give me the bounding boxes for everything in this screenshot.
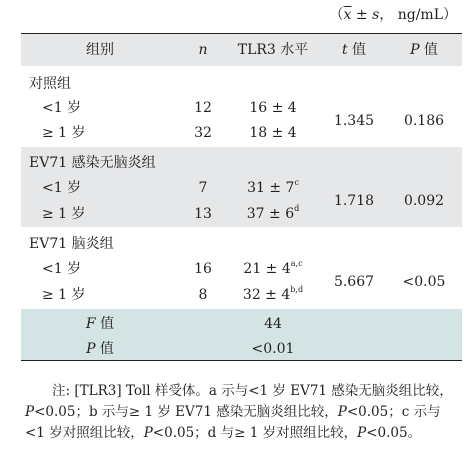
value-text: 21 ± 4 [243,261,291,277]
row-value [249,99,296,117]
row-n: 16 [194,261,212,277]
row-n: 12 [194,100,212,116]
row-value [243,260,302,278]
row-age: ≥ 1 岁 [42,287,86,303]
group-name-ev71-infection: EV71 感染无脑炎组 [29,155,156,171]
t-value: 1.345 [333,113,375,129]
f-value: 44 [264,316,282,332]
p-symbol: P [86,341,96,357]
note-text: <0.05；b 示与≥ 1 岁 EV71 感染无脑炎组比较， [34,404,338,420]
f-symbol: F [85,316,96,332]
header-t-value [342,41,366,59]
p-value: 0.186 [403,113,445,129]
p-value: <0.05 [402,274,446,290]
row-value [247,205,299,223]
t-symbol: t [341,42,348,58]
plus-minus: ± [351,7,373,23]
note-line-1: 注: [TLR3] Toll 样受体。a 示与<1 岁 EV71 感染无脑炎组比较， [52,383,453,399]
mean-symbol: $\overline{x}$ [343,7,352,23]
p-symbol: P [357,425,367,441]
p-word: 值 [419,42,438,58]
row-value [247,179,299,197]
p-value: 0.092 [403,193,445,209]
row-age: <1 岁 [42,261,82,277]
p-value-label [86,340,114,358]
p-word: 值 [95,341,114,357]
row-age: ≥ 1 岁 [42,206,86,222]
value-text: 37 ± 6 [246,206,295,222]
row-age: ≥ 1 岁 [42,125,86,141]
note-line-3 [25,423,465,444]
row-value [249,124,296,142]
note-text: <0.05。 [366,425,422,441]
value-text: 31 ± 7 [247,180,295,196]
value-sup: d [294,204,300,214]
note-text: <0.05；d 与≥ 1 岁对照组比较， [152,425,358,441]
unit-open: （ [329,7,344,23]
group-name-ev71-encephalitis: EV71 脑炎组 [29,236,114,252]
row-n: 7 [198,180,208,196]
header-n: n [198,42,208,58]
t-value: 5.667 [333,274,375,290]
row-value [243,286,303,304]
row-n: 32 [194,125,212,141]
header-p-value [410,41,438,59]
header-group: 组别 [86,42,114,58]
value-text: 16 ± 4 [249,100,297,116]
row-age: <1 岁 [42,180,82,196]
unit-text: ， ng/mL） [379,7,457,23]
f-value-label [86,315,114,333]
value-sup: a,c [290,259,303,269]
sd-symbol: s [372,7,380,23]
value-text: 18 ± 4 [249,125,297,141]
p-symbol: P [25,404,35,420]
p-symbol: P [410,42,420,58]
unit-label [330,4,457,24]
row-n: 13 [194,206,212,222]
header-tlr3: TLR3 水平 [237,42,309,58]
table-note [25,381,465,444]
note-line-2 [25,402,465,423]
value-sup: c [294,178,299,188]
p-symbol: P [337,404,347,420]
data-table [21,33,462,361]
note-text: <0.05；c 示与 [346,404,441,420]
row-n: 8 [198,287,208,303]
overall-p-value: <0.01 [251,341,295,357]
t-word: 值 [347,42,367,58]
value-text: 32 ± 4 [242,287,291,303]
group-name-control: 对照组 [29,76,71,92]
value-sup: b,d [290,285,304,295]
t-value: 1.718 [333,193,375,209]
p-symbol: P [143,425,153,441]
note-text: <1 岁对照组比较， [25,425,144,441]
f-word: 值 [95,316,115,332]
row-age: <1 岁 [42,100,82,116]
